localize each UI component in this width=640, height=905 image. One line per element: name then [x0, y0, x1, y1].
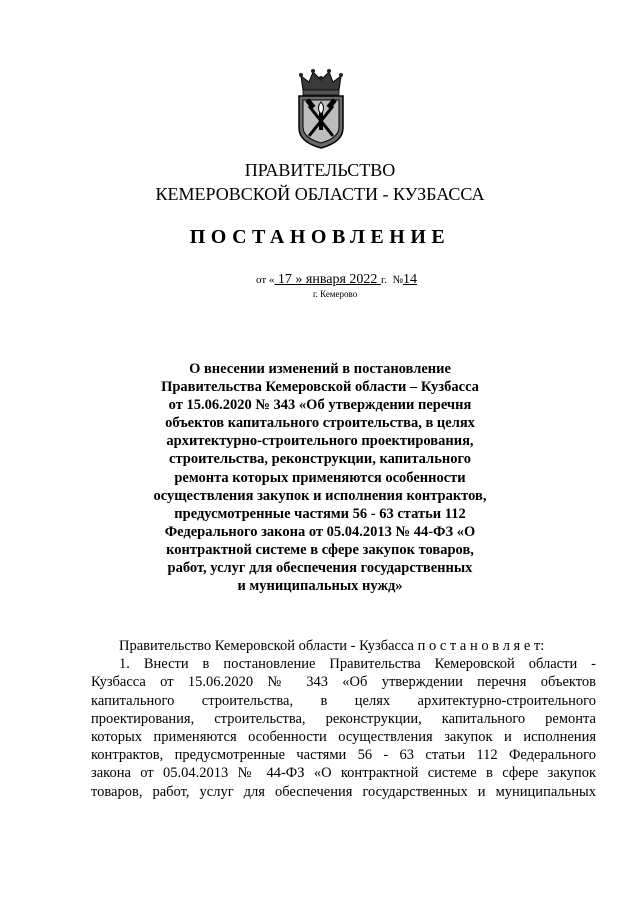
date-quote: » [295, 272, 306, 287]
document-body [91, 637, 596, 801]
document-title [150, 360, 490, 595]
body-line: которых применяются особенности осуществления закупок и исполнения [91, 728, 596, 745]
title-line: контрактной системе в сфере закупок товаров, [166, 541, 474, 558]
document-type: ПОСТАНОВЛЕНИЕ [189, 226, 451, 248]
body-line: закона от 05.04.2013 № 44-ФЗ «О контрактной системе в сфере закупок [91, 765, 596, 782]
body-line: контрактов, предусмотренные частями 56 - 63 статьи 112 Федерального [91, 747, 596, 764]
body-line: проектирования, строительства, реконструкции, капитального ремонта [91, 710, 596, 727]
title-line: архитектурно-строительного проектирования, [166, 433, 474, 450]
title-line: строительства, реконструкции, капитального [169, 451, 471, 468]
document-city: г. Кемерово [313, 289, 358, 299]
date-year-suffix: г. [380, 274, 387, 286]
org-name-line1: ПРАВИТЕЛЬСТВО [244, 160, 396, 180]
title-line: работ, услуг для обеспечения государственных [167, 560, 473, 577]
number-label: № [392, 274, 403, 286]
org-name-line2: КЕМЕРОВСКОЙ ОБЛАСТИ - КУЗБАССА [155, 184, 485, 204]
date-day: 17 [274, 272, 296, 287]
title-line: осуществления закупок и исполнения контрактов, [153, 487, 487, 504]
body-line: товаров, работ, услуг для обеспечения государственных и муниципальных [91, 783, 596, 800]
body-line: 1. Внести в постановление Правительства Кемеровской области - [119, 656, 596, 673]
title-line: О внесении изменений в постановление [189, 361, 451, 377]
body-line: Кузбасса от 15.06.2020 № 343 «Об утверждении перечня объектов [91, 674, 596, 691]
title-line: объектов капитального строительства, в целях [165, 415, 475, 432]
body-line: капитального строительства, в целях архитектурно-строительного [91, 692, 596, 709]
kuzbass-coat-of-arms-icon [293, 68, 349, 150]
document-date-number [256, 272, 417, 288]
title-line: предусмотренные частями 56 - 63 статьи 112 [174, 505, 466, 522]
title-line: Федерального закона от 05.04.2013 № 44-ФЗ «О [164, 523, 476, 540]
title-line: Правительства Кемеровской области – Кузбасса [161, 379, 479, 396]
date-month-year: января 2022 [305, 272, 381, 287]
date-prefix: от « [256, 274, 275, 286]
body-line: Правительство Кемеровской области - Кузбасса п о с т а н о в л я е т: [119, 638, 545, 654]
title-line: от 15.06.2020 № 343 «Об утверждении перечня [168, 397, 472, 414]
document-number: 14 [402, 272, 417, 287]
title-line: ремонта которых применяются особенности [174, 469, 466, 486]
title-line: и муниципальных нужд» [237, 578, 403, 595]
